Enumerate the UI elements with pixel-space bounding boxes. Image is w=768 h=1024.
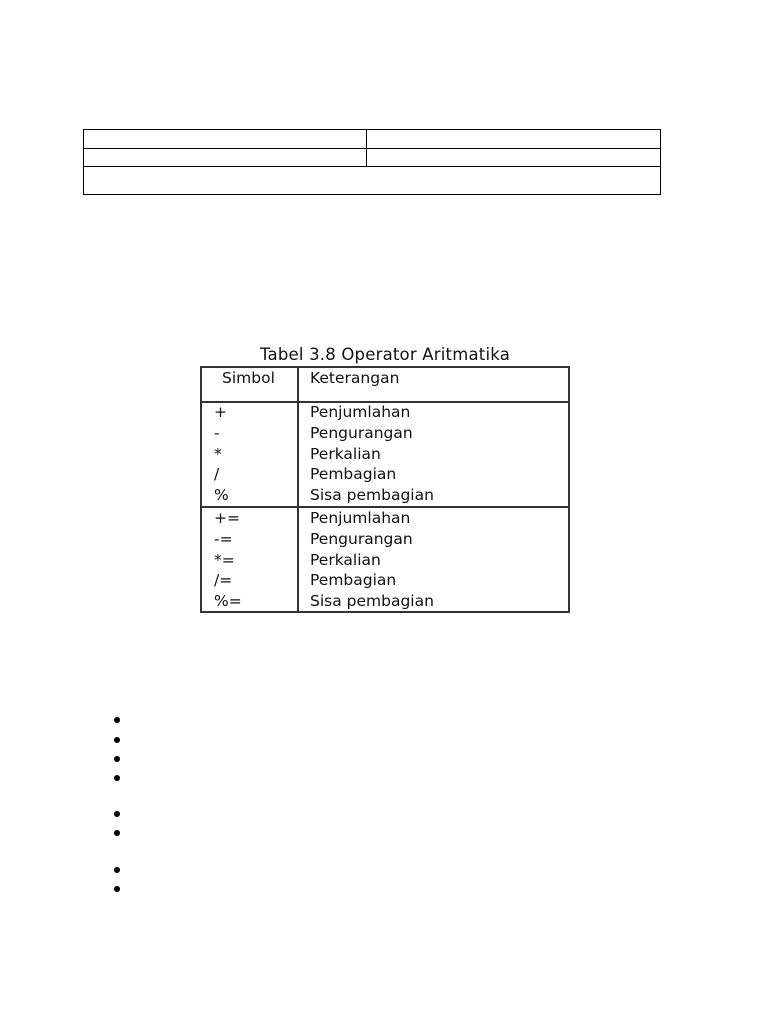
header-description: Keterangan bbox=[310, 369, 400, 387]
empty-table-grid bbox=[83, 129, 661, 195]
table-cell-description: Perkalian bbox=[310, 550, 381, 569]
description-column-group-1 bbox=[310, 402, 434, 506]
table-caption: Tabel 3.8 Operator Aritmatika bbox=[259, 345, 511, 364]
list-item bbox=[113, 774, 121, 782]
list-item bbox=[113, 866, 121, 874]
operator-table bbox=[200, 366, 570, 613]
table-cell-symbol: += bbox=[214, 509, 240, 527]
description-column-group-2 bbox=[310, 508, 434, 612]
table-cell-symbol: + bbox=[214, 403, 227, 421]
table-cell-symbol: -= bbox=[214, 529, 233, 548]
table-cell-description: Penjumlahan bbox=[310, 403, 411, 421]
table-cell-description: Pembagian bbox=[310, 571, 397, 590]
bullet-icon bbox=[114, 867, 120, 873]
table-cell-symbol: % bbox=[214, 486, 229, 505]
list-item bbox=[113, 810, 121, 818]
table-cell-symbol: * bbox=[214, 444, 222, 463]
list-item bbox=[113, 736, 121, 744]
table-cell-symbol: /= bbox=[214, 571, 233, 590]
bullet-icon bbox=[114, 811, 120, 817]
bullet-icon bbox=[114, 775, 120, 781]
table-column-divider bbox=[297, 368, 299, 611]
empty-table-row bbox=[84, 148, 660, 167]
bullet-icon bbox=[114, 756, 120, 762]
table-cell-symbol: %= bbox=[214, 592, 242, 611]
list-item bbox=[113, 755, 121, 763]
symbol-column-group-1 bbox=[214, 402, 229, 506]
table-cell-description: Sisa pembagian bbox=[310, 486, 434, 505]
header-symbol: Simbol bbox=[222, 369, 275, 387]
list-item bbox=[113, 716, 121, 724]
table-cell-symbol: *= bbox=[214, 550, 235, 569]
table-cell-symbol: / bbox=[214, 465, 220, 484]
bullet-icon bbox=[114, 717, 120, 723]
table-cell-symbol: - bbox=[214, 423, 220, 442]
table-cell-description: Pembagian bbox=[310, 465, 397, 484]
list-item bbox=[113, 885, 121, 893]
table-cell-description: Sisa pembagian bbox=[310, 592, 434, 611]
list-item bbox=[113, 829, 121, 837]
bullet-icon bbox=[114, 737, 120, 743]
table-cell-description: Penjumlahan bbox=[310, 509, 411, 527]
table-cell-description: Pengurangan bbox=[310, 423, 413, 442]
table-cell-description: Perkalian bbox=[310, 444, 381, 463]
empty-table-column-divider bbox=[366, 130, 367, 166]
bullet-icon bbox=[114, 886, 120, 892]
symbol-column-group-2 bbox=[214, 508, 242, 612]
bullet-icon bbox=[114, 830, 120, 836]
empty-table-row bbox=[84, 130, 660, 149]
table-cell-description: Pengurangan bbox=[310, 529, 413, 548]
